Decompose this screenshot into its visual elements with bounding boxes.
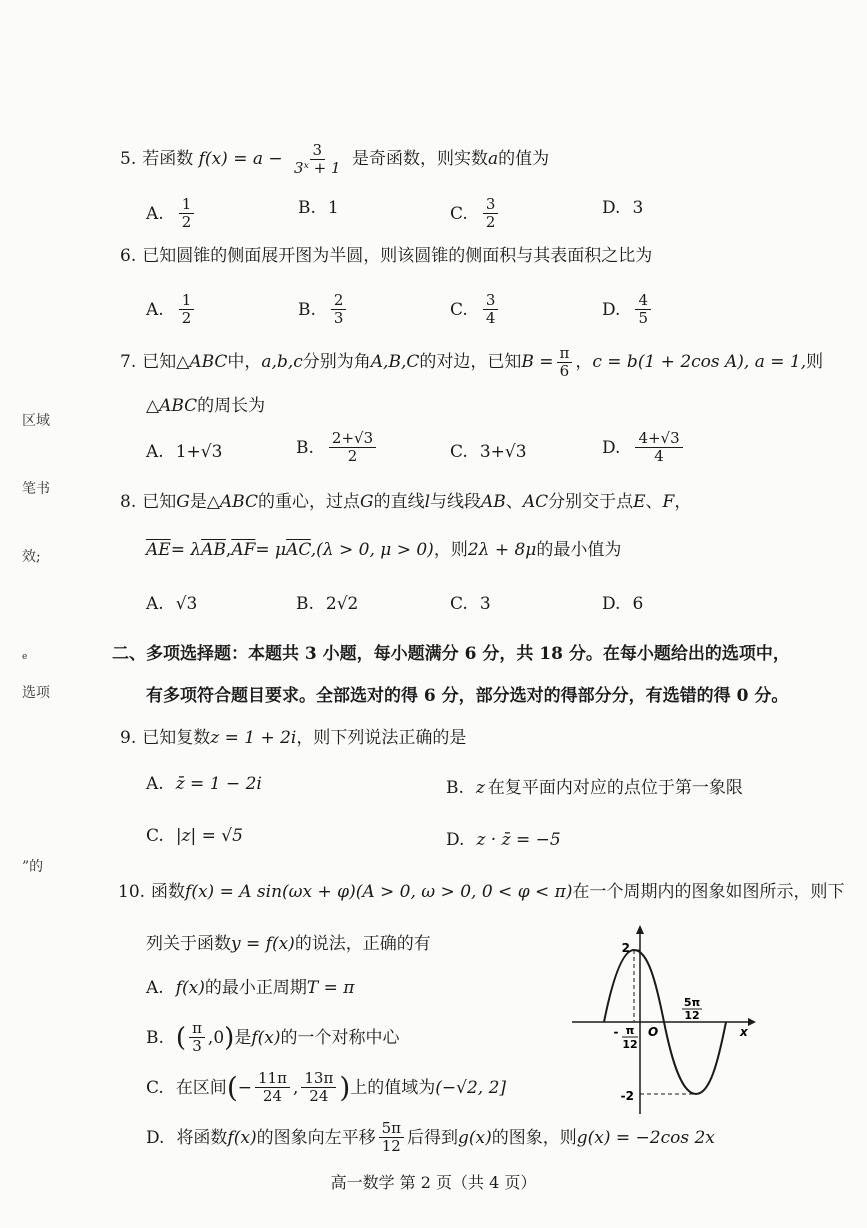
option-d: D. $\frac{4}{5}$ bbox=[602, 292, 654, 327]
question-number: 9. bbox=[120, 728, 137, 748]
page-footer: 高一数学 第 2 页（共 4 页） bbox=[330, 1173, 537, 1192]
option-d: D. z · z̄ = −5 bbox=[446, 830, 561, 850]
option-d: D. $\frac{4+√3}{4}$ bbox=[602, 430, 686, 465]
margin-text: e bbox=[22, 652, 28, 662]
origin-label: O bbox=[648, 1025, 659, 1039]
x-left-label-d: 12 bbox=[622, 1038, 638, 1051]
option-b: B. 1 bbox=[298, 198, 339, 218]
option-c: C. $\frac{3}{2}$ bbox=[450, 196, 501, 231]
question-number: 10. bbox=[118, 882, 146, 902]
question-5 bbox=[120, 142, 549, 177]
margin-text: 笔书 bbox=[22, 481, 50, 497]
variable: a bbox=[487, 149, 499, 169]
x-axis-label: x bbox=[740, 1025, 748, 1039]
option-d: D. 3 bbox=[602, 198, 644, 218]
margin-text: 区域 bbox=[22, 413, 50, 429]
y-axis-arrow bbox=[636, 925, 644, 934]
option-a: A. $\frac{1}{2}$ bbox=[146, 196, 197, 231]
x-right-label-n: 5π bbox=[683, 996, 701, 1009]
question-8-line2: $\overline{AE}= \lambda\overline{AB},\overline{AF}= \mu\overline{AC},(\lambda > 0$, μ > 0)，则2λ + 8μ的最小值为 bbox=[146, 540, 622, 560]
section-instructions: 有多项符合题目要求。全部选对的得 6 分，部分选对的得部分分，有选错的得 0 分。 bbox=[146, 686, 789, 706]
option-a: A. z̄ = 1 − 2i bbox=[146, 774, 262, 794]
option-b: B. z 在复平面内对应的点位于第一象限 bbox=[446, 778, 743, 798]
option-d: D. 将函数 f(x) 的图象向左平移 $\frac{5\pi}{12}$ 后得到 g(x) 的图象，则 g(x) = −2cos 2x bbox=[146, 1119, 715, 1155]
option-a: A. √3 bbox=[146, 594, 198, 614]
option-c: C. 在区间 ( − $\frac{11\pi}{24}$ , $\frac{13\pi}{24}$ ) 上的值域为 (−√2, 2] bbox=[146, 1069, 507, 1105]
option-b: B. $\frac{2+√3}{2}$ bbox=[296, 430, 379, 465]
x-left-label-n: π bbox=[625, 1024, 635, 1037]
option-a: A. $\frac{1}{2}$ bbox=[146, 292, 197, 327]
question-number: 6. bbox=[120, 246, 137, 266]
y-max-label: 2 bbox=[621, 941, 630, 955]
option-d: D. 6 bbox=[602, 594, 644, 614]
x-left-sign: - bbox=[613, 1025, 619, 1039]
option-b: B. 2√2 bbox=[296, 594, 359, 614]
question-number: 7. bbox=[120, 352, 137, 372]
question-10-line2: 列关于函数y = f(x)的说法，正确的有 bbox=[146, 934, 431, 954]
margin-text: 选项 bbox=[22, 685, 50, 701]
option-b: B. ( $\frac{\pi}{3}$ ,0 ) 是 f(x) 的一个对称中心 bbox=[146, 1019, 400, 1055]
question-8: 8. 已知G是△ABC的重心，过点G的直线l与线段AB、AC分别交于点E、F， bbox=[120, 492, 692, 512]
x-right-label-d: 12 bbox=[684, 1009, 700, 1022]
question-text: 若函数 bbox=[142, 149, 194, 169]
question-text: 是奇函数，则实数 bbox=[351, 149, 488, 169]
option-c: C. |z| = √5 bbox=[146, 826, 243, 846]
question-6 bbox=[120, 244, 652, 268]
question-text: 的值为 bbox=[498, 149, 550, 169]
question-7-line2: △ABC的周长为 bbox=[146, 396, 266, 416]
question-9: 9. 已知复数z = 1 + 2i，则下列说法正确的是 bbox=[120, 728, 467, 748]
option-a: A. f(x) 的最小正周期 T = π bbox=[146, 978, 355, 998]
question-number: 5. bbox=[120, 149, 137, 169]
margin-text: 效; bbox=[22, 549, 41, 565]
section-heading: 二、多项选择题：本题共 3 小题，每小题满分 6 分，共 18 分。在每小题给出的选项中， bbox=[112, 644, 790, 664]
option-c: C. $\frac{3}{4}$ bbox=[450, 292, 501, 327]
question-10: 10. 函数f(x) = A sin(ωx + φ)(A > 0, ω > 0, 0 < φ < π)在一个周期内的图象如图所示，则下 bbox=[118, 882, 845, 902]
question-number: 8. bbox=[120, 492, 137, 512]
fraction: $\frac{3}{\text{3ˣ + 1}}$ bbox=[294, 141, 341, 177]
option-c: C. 3+√3 bbox=[450, 442, 527, 462]
x-axis-arrow bbox=[748, 1018, 756, 1026]
question-7: 7. 已知△ABC中，a,b,c分别为角A,B,C的对边，已知B = $\frac{\pi}{6}$ ，c = b(1 + 2cos A), a = 1,则 bbox=[120, 344, 824, 380]
question-text: 已知圆锥的侧面展开图为半圆，则该圆锥的侧面积与其表面积之比为 bbox=[142, 246, 653, 266]
option-c: C. 3 bbox=[450, 594, 491, 614]
sine-graph bbox=[568, 922, 758, 1122]
margin-text: ”的 bbox=[22, 859, 44, 875]
y-min-label: -2 bbox=[620, 1089, 634, 1103]
option-a: A. 1+√3 bbox=[146, 442, 223, 462]
formula: f(x) = a − bbox=[198, 149, 283, 169]
option-b: B. $\frac{2}{3}$ bbox=[298, 292, 349, 327]
